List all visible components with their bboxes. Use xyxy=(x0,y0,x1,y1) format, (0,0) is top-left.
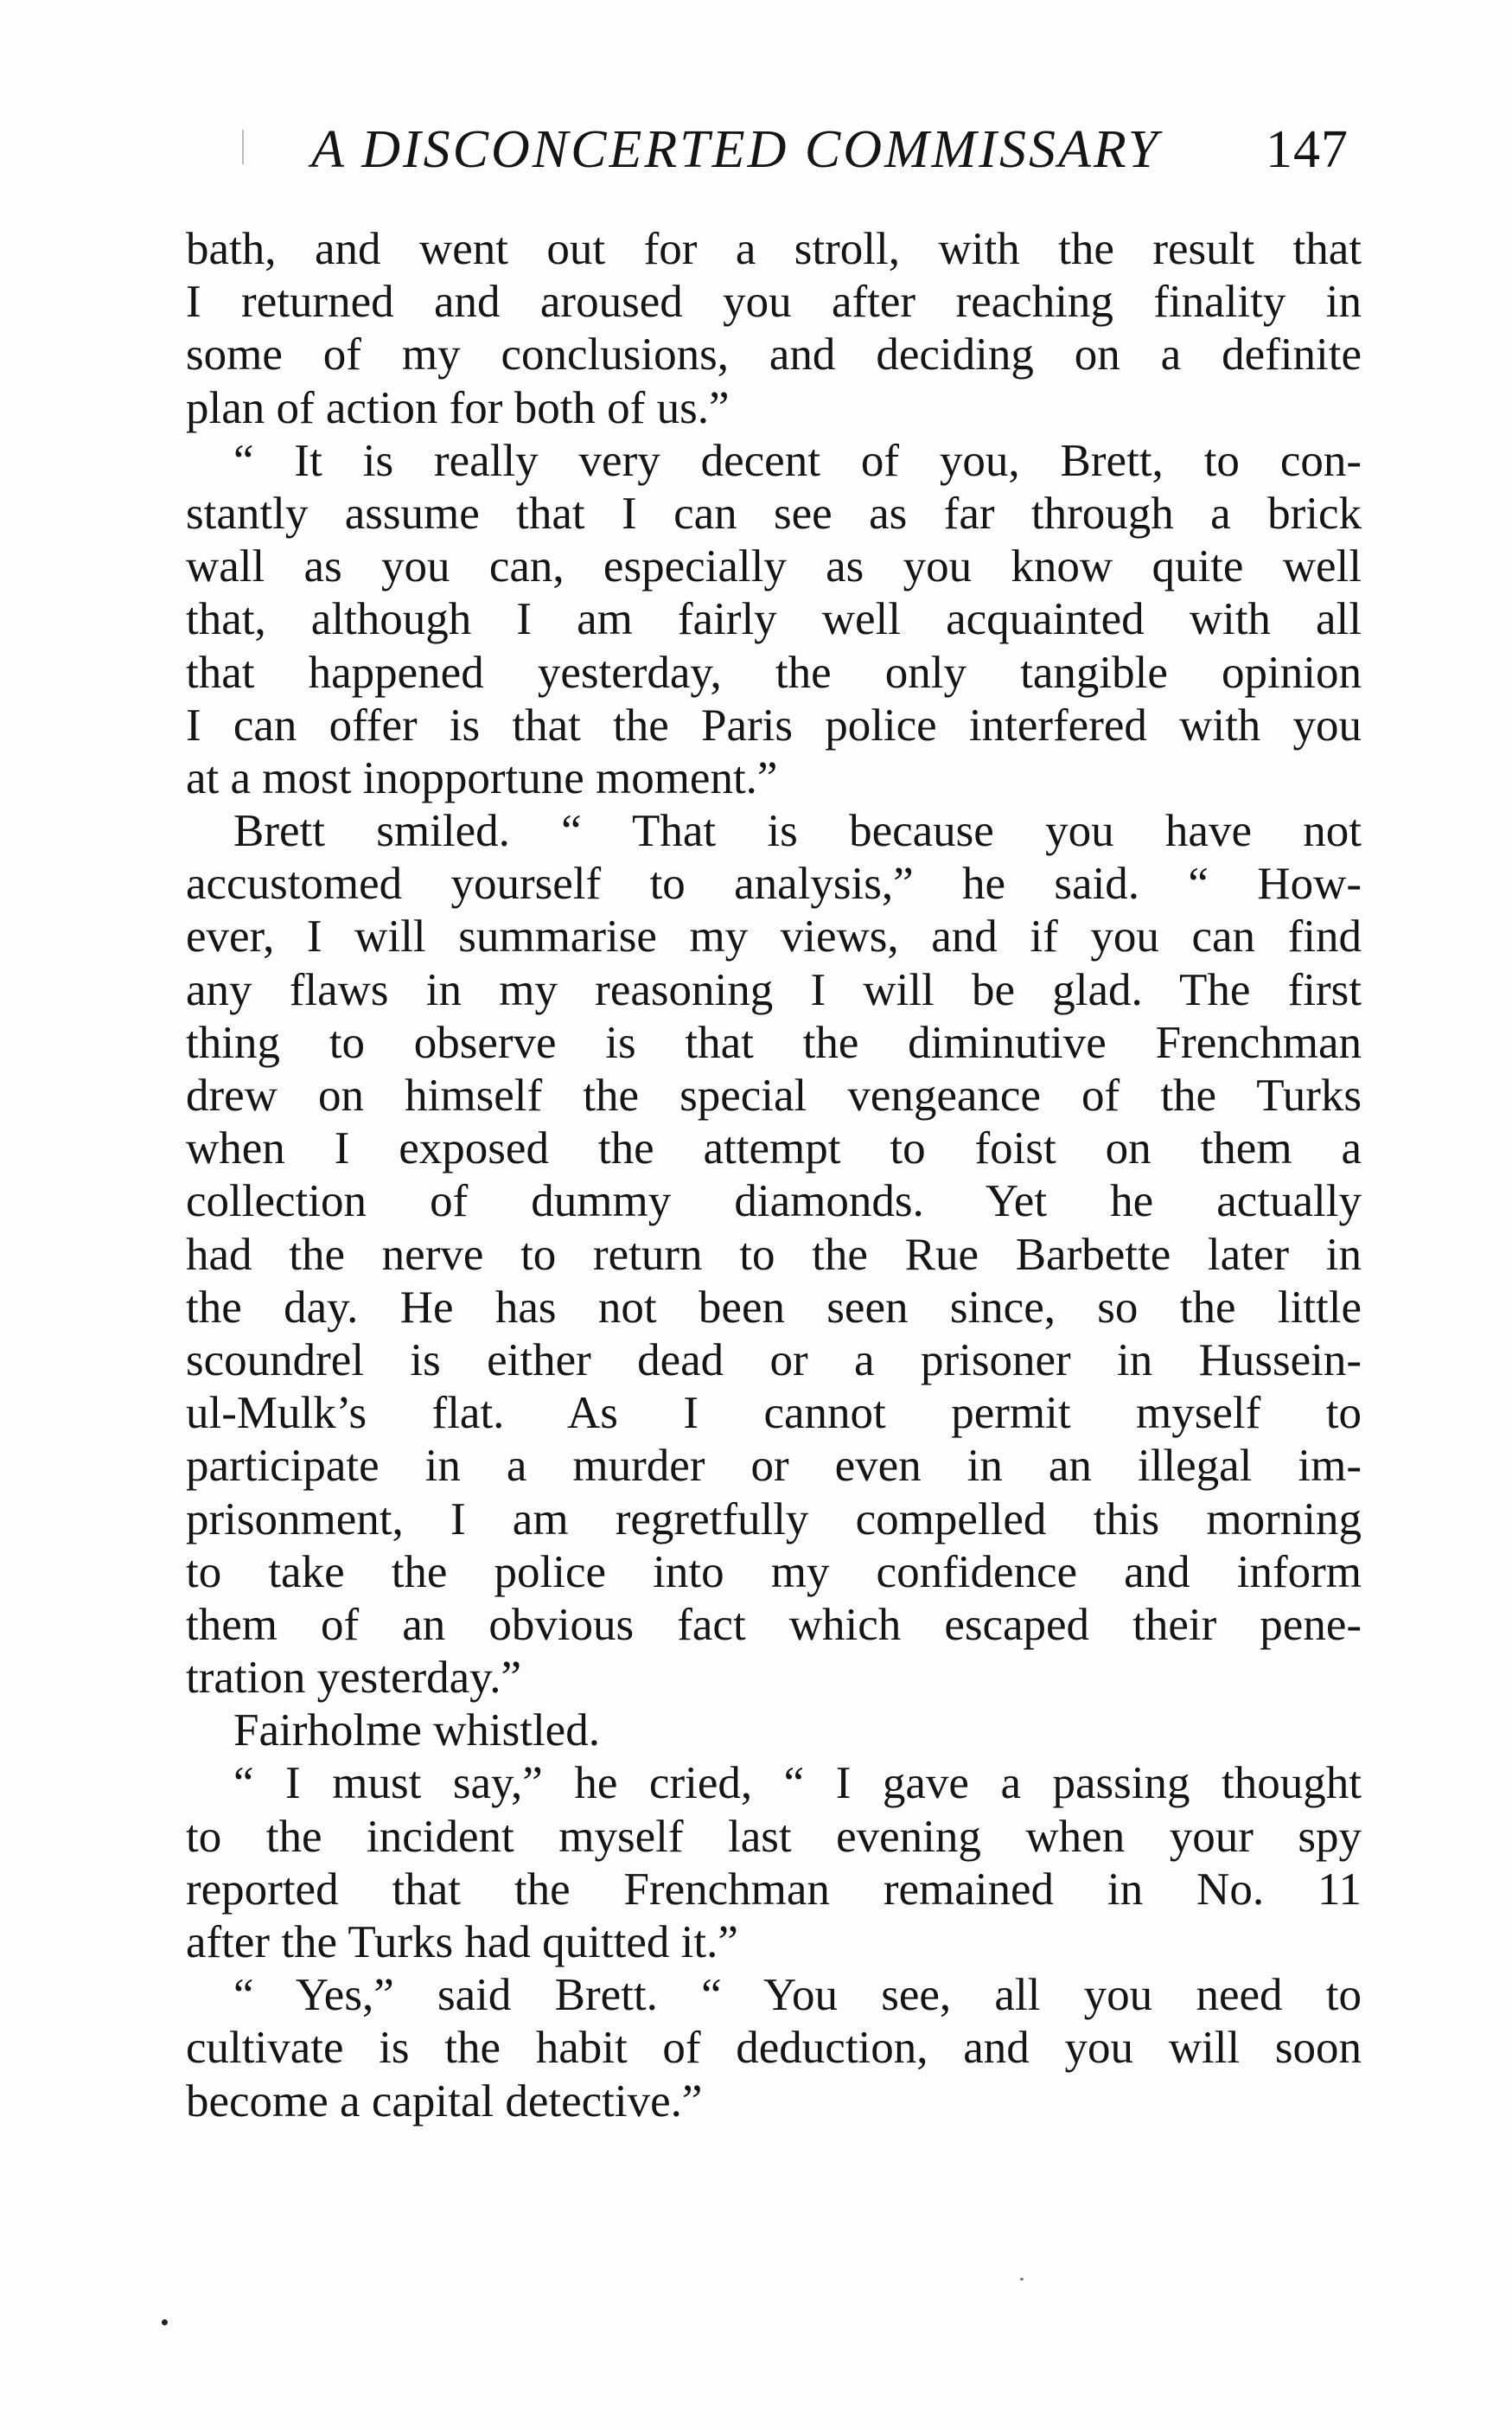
text-line: some of my conclusions, and deciding on a definite xyxy=(186,329,1362,380)
text-line: that, although I am fairly well acquainted with all xyxy=(186,594,1362,645)
text-line: I can offer is that the Paris police interfered with you xyxy=(186,700,1362,751)
text-line: scoundrel is either dead or a prisoner in Hussein- xyxy=(186,1334,1362,1385)
text-line: the day. He has not been seen since, so the little xyxy=(186,1282,1362,1333)
page-number: 147 xyxy=(1266,120,1349,179)
text-line: “ Yes,” said Brett. “ You see, all you need to xyxy=(233,1970,1362,2021)
text-line: to take the police into my confidence and inform xyxy=(186,1546,1362,1597)
print-speck xyxy=(162,2319,168,2325)
text-line: plan of action for both of us.” xyxy=(186,382,730,433)
text-line: that happened yesterday, the only tangible opinion xyxy=(186,647,1362,698)
text-line: stantly assume that I can see as far through a brick xyxy=(186,488,1362,539)
print-speck xyxy=(1020,2278,1024,2280)
text-line: thing to observe is that the diminutive Frenchman xyxy=(186,1017,1362,1068)
text-line: them of an obvious fact which escaped their pene- xyxy=(186,1599,1362,1650)
text-line: at a most inopportune moment.” xyxy=(186,752,778,803)
text-line: wall as you can, especially as you know quite well xyxy=(186,541,1362,592)
text-line: ever, I will summarise my views, and if you can find xyxy=(186,911,1362,962)
text-line: had the nerve to return to the Rue Barbette later in xyxy=(186,1229,1362,1280)
text-line: I returned and aroused you after reaching finality in xyxy=(186,277,1362,328)
running-header xyxy=(186,111,1362,189)
text-line: Brett smiled. “ That is because you have not xyxy=(233,806,1362,857)
text-line: after the Turks had quitted it.” xyxy=(186,1917,738,1967)
text-line: reported that the Frenchman remained in No. 11 xyxy=(186,1864,1362,1915)
body-text xyxy=(186,223,1362,2128)
text-line: any flaws in my reasoning I will be glad. The first xyxy=(186,964,1362,1015)
text-line: “ I must say,” he cried, “ I gave a passing thought xyxy=(233,1758,1362,1809)
text-line: Fairholme whistled. xyxy=(233,1705,600,1756)
text-line: accustomed yourself to analysis,” he said. “ How- xyxy=(186,859,1362,910)
text-line: cultivate is the habit of deduction, and you will soon xyxy=(186,2023,1362,2074)
text-line: tration yesterday.” xyxy=(186,1653,522,1704)
text-line: ul-Mulk’s flat. As I cannot permit myself to xyxy=(186,1388,1362,1439)
text-line: prisonment, I am regretfully compelled this morning xyxy=(186,1493,1362,1544)
text-line: drew on himself the special vengeance of the Turks xyxy=(186,1071,1362,1121)
text-line: when I exposed the attempt to foist on them a xyxy=(186,1123,1362,1174)
running-title: A DISCONCERTED COMMISSARY xyxy=(311,120,1161,179)
text-line: to the incident myself last evening when your spy xyxy=(186,1811,1362,1862)
text-line: bath, and went out for a stroll, with the result that xyxy=(186,224,1362,274)
text-line: “ It is really very decent of you, Brett, to con- xyxy=(233,435,1362,486)
text-line: collection of dummy diamonds. Yet he actually xyxy=(186,1176,1362,1227)
text-line: participate in a murder or even in an illegal im- xyxy=(186,1441,1362,1492)
text-line: become a capital detective.” xyxy=(186,2075,703,2126)
